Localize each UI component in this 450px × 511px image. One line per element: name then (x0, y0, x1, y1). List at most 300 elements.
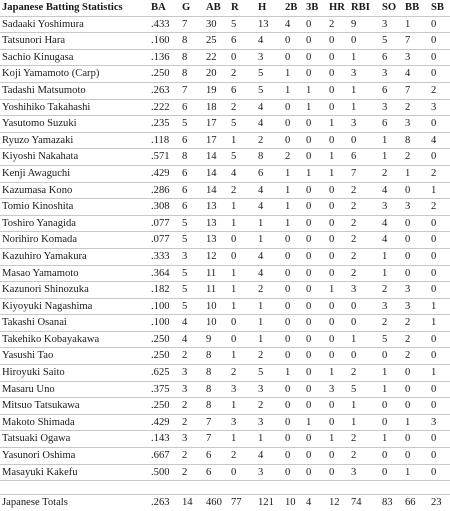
table-row (0, 282, 450, 299)
stat-cell: 3 (403, 298, 429, 315)
stat-cell: .308 (149, 199, 180, 216)
player-name-cell: Kenji Awaguchi (0, 165, 149, 182)
stat-cell: 13 (204, 199, 229, 216)
stat-cell: 1 (256, 232, 283, 249)
stat-cell: 5 (229, 116, 256, 133)
stat-cell: 13 (204, 215, 229, 232)
stat-cell: .571 (149, 149, 180, 166)
stat-cell: 0 (304, 232, 327, 249)
stat-cell: 1 (229, 282, 256, 299)
table-row (0, 381, 450, 398)
stat-cell: 30 (204, 16, 229, 33)
stat-cell: 1 (380, 381, 403, 398)
stat-cell: 0 (429, 282, 450, 299)
stat-cell: 6 (256, 165, 283, 182)
stat-cell: 0 (304, 348, 327, 365)
stat-cell: 25 (204, 33, 229, 50)
stat-cell: 0 (327, 298, 349, 315)
totals-cell: 83 (380, 495, 403, 511)
stat-cell: 0 (304, 398, 327, 415)
stat-cell: 4 (256, 116, 283, 133)
stat-cell: 3 (349, 282, 380, 299)
stat-cell: .625 (149, 365, 180, 382)
stat-cell: 2 (229, 448, 256, 465)
spacer-cell (0, 481, 450, 495)
table-row (0, 464, 450, 481)
stat-cell: 3 (403, 282, 429, 299)
stat-cell: 4 (180, 315, 204, 332)
stat-cell: 1 (327, 116, 349, 133)
stat-cell: 0 (327, 182, 349, 199)
table-row (0, 199, 450, 216)
stat-cell: 9 (204, 331, 229, 348)
stat-cell: 2 (429, 165, 450, 182)
stat-cell: 8 (204, 365, 229, 382)
stat-cell: 0 (327, 248, 349, 265)
stat-cell: .136 (149, 49, 180, 66)
player-name-cell: Masayuki Kakefu (0, 464, 149, 481)
player-name-cell: Norihiro Komada (0, 232, 149, 249)
stat-cell: 3 (180, 381, 204, 398)
stat-cell: 6 (380, 116, 403, 133)
stat-cell: .375 (149, 381, 180, 398)
table-row (0, 331, 450, 348)
column-header: AB (206, 2, 221, 13)
stat-cell: 1 (327, 165, 349, 182)
stat-cell: 8 (180, 66, 204, 83)
stat-cell: 0 (429, 248, 450, 265)
stat-cell: 0 (304, 265, 327, 282)
stat-cell: 0 (304, 248, 327, 265)
stat-cell: 3 (349, 116, 380, 133)
stat-cell: 3 (180, 248, 204, 265)
stat-cell: .100 (149, 315, 180, 332)
stat-cell: .250 (149, 398, 180, 415)
stat-cell: 8 (204, 348, 229, 365)
stat-cell: 4 (380, 182, 403, 199)
stat-cell: 0 (429, 431, 450, 448)
stat-cell: 0 (283, 414, 304, 431)
stat-cell: 5 (229, 149, 256, 166)
totals-cell: 12 (327, 495, 349, 511)
player-name-cell: Masao Yamamoto (0, 265, 149, 282)
table-row (0, 315, 450, 332)
stat-cell: 0 (283, 298, 304, 315)
stat-cell: 0 (429, 265, 450, 282)
stat-cell: 0 (380, 464, 403, 481)
table-row (0, 431, 450, 448)
stat-cell: 0 (429, 16, 450, 33)
stat-cell: 0 (380, 414, 403, 431)
stat-cell: 4 (256, 448, 283, 465)
stat-cell: 5 (180, 265, 204, 282)
stat-cell: 1 (229, 348, 256, 365)
stat-cell: 1 (380, 149, 403, 166)
stat-cell: 1 (429, 298, 450, 315)
stat-cell: 1 (229, 215, 256, 232)
stat-cell: 1 (349, 82, 380, 99)
totals-cell: .263 (149, 495, 180, 511)
stat-cell: 2 (349, 365, 380, 382)
stat-cell: 0 (304, 365, 327, 382)
totals-cell: 66 (403, 495, 429, 511)
stat-cell: 2 (429, 199, 450, 216)
stat-cell: 3 (380, 66, 403, 83)
stat-cell: 0 (429, 381, 450, 398)
stat-cell: 0 (327, 49, 349, 66)
stat-cell: 0 (304, 49, 327, 66)
stat-cell: 0 (304, 282, 327, 299)
stat-cell: .077 (149, 232, 180, 249)
stat-cell: 0 (429, 215, 450, 232)
stat-cell: 1 (380, 365, 403, 382)
stat-cell: .250 (149, 348, 180, 365)
table-row (0, 232, 450, 249)
stat-cell: 0 (327, 265, 349, 282)
stat-cell: 0 (327, 398, 349, 415)
stat-cell: 3 (349, 464, 380, 481)
stat-cell: 2 (256, 282, 283, 299)
stat-cell: 8 (204, 398, 229, 415)
stat-cell: 1 (429, 365, 450, 382)
stat-cell: 0 (327, 99, 349, 116)
stat-cell: 0 (403, 248, 429, 265)
stat-cell: 1 (380, 265, 403, 282)
stat-cell: 0 (429, 448, 450, 465)
stat-cell: 0 (283, 448, 304, 465)
stat-cell: 5 (180, 116, 204, 133)
stat-cell: 14 (204, 165, 229, 182)
stat-cell: 0 (283, 282, 304, 299)
stat-cell: .667 (149, 448, 180, 465)
table-row (0, 365, 450, 382)
stat-cell: 6 (180, 132, 204, 149)
stat-cell: 3 (256, 464, 283, 481)
stat-cell: 0 (304, 464, 327, 481)
stat-cell: 1 (349, 398, 380, 415)
stat-cell: 3 (256, 381, 283, 398)
stat-cell: 5 (180, 232, 204, 249)
stat-cell: 1 (283, 165, 304, 182)
stat-cell: 2 (403, 315, 429, 332)
table-row (0, 149, 450, 166)
stat-cell: 0 (304, 149, 327, 166)
stat-cell: 2 (349, 182, 380, 199)
stat-cell: 0 (429, 398, 450, 415)
stat-cell: 5 (380, 33, 403, 50)
stat-cell: .500 (149, 464, 180, 481)
totals-cell: 10 (283, 495, 304, 511)
stat-cell: 0 (283, 116, 304, 133)
stat-cell: 4 (429, 132, 450, 149)
stat-cell: 5 (256, 365, 283, 382)
stat-cell: 13 (256, 16, 283, 33)
stat-cell: 1 (304, 82, 327, 99)
stat-cell: 0 (283, 464, 304, 481)
table-row (0, 165, 450, 182)
stat-cell: 2 (349, 448, 380, 465)
stat-cell: 1 (349, 49, 380, 66)
table-row (0, 132, 450, 149)
stat-cell: 3 (229, 414, 256, 431)
stat-cell: 0 (429, 66, 450, 83)
stat-cell: 0 (429, 348, 450, 365)
stat-cell: 1 (380, 431, 403, 448)
stat-cell: 1 (403, 464, 429, 481)
totals-cell: 4 (304, 495, 327, 511)
player-rows (0, 16, 450, 481)
stat-cell: 14 (204, 182, 229, 199)
stat-cell: 0 (403, 398, 429, 415)
player-name-cell: Sachio Kinugasa (0, 49, 149, 66)
stat-cell: 10 (204, 315, 229, 332)
stat-cell: 1 (283, 66, 304, 83)
stat-cell: 8 (180, 33, 204, 50)
stat-cell: 12 (204, 248, 229, 265)
stat-cell: 0 (349, 348, 380, 365)
stat-cell: 7 (204, 414, 229, 431)
totals-row (0, 495, 450, 511)
stat-cell: .286 (149, 182, 180, 199)
player-name-cell: Takehiko Kobayakawa (0, 331, 149, 348)
stat-cell: 1 (256, 331, 283, 348)
stat-cell: 8 (256, 149, 283, 166)
stat-cell: 3 (380, 99, 403, 116)
player-name-cell: Kiyoyuki Nagashima (0, 298, 149, 315)
stat-cell: 2 (180, 414, 204, 431)
stat-cell: 10 (204, 298, 229, 315)
stat-cell: 0 (304, 215, 327, 232)
stat-cell: 0 (403, 365, 429, 382)
stat-cell: 5 (256, 82, 283, 99)
stat-cell: 7 (349, 165, 380, 182)
stat-cell: 5 (256, 66, 283, 83)
stat-cell: 0 (283, 99, 304, 116)
stat-cell: 6 (380, 49, 403, 66)
stat-cell: 2 (180, 448, 204, 465)
stat-cell: 1 (304, 414, 327, 431)
stat-cell: 2 (283, 149, 304, 166)
stat-cell: 1 (327, 431, 349, 448)
stat-cell: 6 (349, 149, 380, 166)
stat-cell: 0 (327, 199, 349, 216)
stat-cell: 0 (229, 248, 256, 265)
stat-cell: 11 (204, 282, 229, 299)
stat-cell: .364 (149, 265, 180, 282)
table-row (0, 82, 450, 99)
stat-cell: .222 (149, 99, 180, 116)
stat-cell: 0 (304, 298, 327, 315)
stat-cell: 1 (256, 298, 283, 315)
stat-cell: 2 (403, 99, 429, 116)
stat-cell: 2 (429, 82, 450, 99)
stat-cell: 6 (380, 82, 403, 99)
stat-cell: 0 (403, 265, 429, 282)
table-row (0, 49, 450, 66)
stat-cell: 20 (204, 66, 229, 83)
column-header: R (231, 2, 239, 13)
stat-cell: 2 (349, 215, 380, 232)
stat-cell: .429 (149, 165, 180, 182)
stat-cell: 0 (429, 33, 450, 50)
stat-cell: 2 (229, 182, 256, 199)
stat-cell: 7 (403, 33, 429, 50)
player-name-cell: Toshiro Yanagida (0, 215, 149, 232)
stat-cell: 6 (204, 448, 229, 465)
table-row (0, 398, 450, 415)
player-name-cell: Mitsuo Tatsukawa (0, 398, 149, 415)
stat-cell: .235 (149, 116, 180, 133)
stat-cell: 1 (429, 182, 450, 199)
stat-cell: 7 (180, 82, 204, 99)
table-row (0, 116, 450, 133)
stat-cell: 2 (380, 165, 403, 182)
stat-cell: .263 (149, 82, 180, 99)
stat-cell: 4 (229, 165, 256, 182)
player-name-cell: Kazumasa Kono (0, 182, 149, 199)
stat-cell: 0 (429, 464, 450, 481)
stat-cell: 1 (256, 431, 283, 448)
stat-cell: 4 (256, 199, 283, 216)
stat-cell: 0 (327, 331, 349, 348)
stat-cell: 2 (349, 248, 380, 265)
stat-cell: 1 (403, 414, 429, 431)
player-name-cell: Hiroyuki Saito (0, 365, 149, 382)
stat-cell: 6 (229, 82, 256, 99)
player-name-cell: Takashi Osanai (0, 315, 149, 332)
totals-cell: 77 (229, 495, 256, 511)
stat-cell: 1 (283, 215, 304, 232)
stat-cell: 0 (403, 215, 429, 232)
stat-cell: .429 (149, 414, 180, 431)
stat-cell: 0 (327, 132, 349, 149)
stat-cell: 1 (327, 282, 349, 299)
stat-cell: 1 (327, 149, 349, 166)
stat-cell: 2 (229, 66, 256, 83)
stat-cell: 0 (283, 132, 304, 149)
table-row (0, 448, 450, 465)
player-name-cell: Makoto Shimada (0, 414, 149, 431)
stat-cell: 0 (304, 116, 327, 133)
stat-cell: 0 (229, 331, 256, 348)
totals-cell: 460 (204, 495, 229, 511)
stat-cell: 3 (256, 414, 283, 431)
stat-cell: 0 (403, 381, 429, 398)
stat-cell: 0 (283, 248, 304, 265)
stat-cell: 3 (380, 298, 403, 315)
stat-cell: 1 (304, 99, 327, 116)
stat-cell: 0 (283, 398, 304, 415)
totals-cell: 74 (349, 495, 380, 511)
stat-cell: 2 (403, 331, 429, 348)
stat-cell: 1 (349, 414, 380, 431)
stat-cell: 4 (256, 99, 283, 116)
totals-cell: 121 (256, 495, 283, 511)
stat-cell: 1 (403, 16, 429, 33)
stat-cell: 4 (283, 16, 304, 33)
stat-cell: 11 (204, 265, 229, 282)
stat-cell: 0 (349, 298, 380, 315)
stat-cell: 0 (283, 348, 304, 365)
player-name-cell: Kazunori Shinozuka (0, 282, 149, 299)
column-header: 3B (306, 2, 319, 13)
player-name-cell: Yasushi Tao (0, 348, 149, 365)
stat-cell: 5 (180, 215, 204, 232)
column-header: BB (405, 2, 420, 13)
stat-cell: 13 (204, 232, 229, 249)
stat-cell: 0 (380, 348, 403, 365)
stat-cell: 2 (180, 464, 204, 481)
stat-cell: 0 (304, 331, 327, 348)
stat-cell: 4 (256, 265, 283, 282)
stat-cell: 0 (380, 448, 403, 465)
stat-cell: 3 (429, 414, 450, 431)
stat-cell: .182 (149, 282, 180, 299)
stat-cell: 3 (403, 116, 429, 133)
stat-cell: 0 (304, 182, 327, 199)
table-title: Japanese Batting Statistics (2, 2, 123, 13)
table-row (0, 248, 450, 265)
stat-cell: 0 (229, 464, 256, 481)
table-row (0, 348, 450, 365)
stat-cell: 0 (229, 49, 256, 66)
stat-cell: .100 (149, 298, 180, 315)
stat-cell: 0 (283, 331, 304, 348)
stat-cell: 0 (304, 315, 327, 332)
player-name-cell: Yasunori Oshima (0, 448, 149, 465)
stat-cell: 3 (327, 381, 349, 398)
stat-cell: 7 (403, 82, 429, 99)
player-name-cell: Tatsunori Hara (0, 33, 149, 50)
column-header: HR (329, 2, 345, 13)
stat-cell: 2 (229, 365, 256, 382)
stat-cell: 2 (380, 282, 403, 299)
stat-cell: 0 (229, 315, 256, 332)
stat-cell: 0 (304, 33, 327, 50)
stat-cell: 2 (256, 398, 283, 415)
stat-cell: 0 (229, 232, 256, 249)
spacer-row (0, 481, 450, 495)
stat-cell: 2 (256, 132, 283, 149)
stat-cell: 0 (403, 431, 429, 448)
stat-cell: 0 (349, 315, 380, 332)
stat-cell: 2 (380, 315, 403, 332)
stat-cell: 0 (304, 381, 327, 398)
stat-cell: 5 (180, 282, 204, 299)
table-row (0, 33, 450, 50)
stat-cell: 7 (180, 16, 204, 33)
stat-cell: 0 (327, 215, 349, 232)
stat-cell: 22 (204, 49, 229, 66)
table-row (0, 298, 450, 315)
stat-cell: 2 (256, 348, 283, 365)
stat-cell: 0 (349, 33, 380, 50)
stat-cell: 1 (229, 398, 256, 415)
stat-cell: 3 (380, 16, 403, 33)
table-row (0, 414, 450, 431)
column-header: RBI (351, 2, 370, 13)
stat-cell: 0 (403, 448, 429, 465)
stat-cell: 3 (403, 49, 429, 66)
header-row (0, 0, 450, 16)
stat-cell: 0 (327, 464, 349, 481)
stat-cell: 6 (204, 464, 229, 481)
stat-cell: 1 (283, 199, 304, 216)
stat-cell: 0 (283, 232, 304, 249)
stat-cell: 0 (283, 381, 304, 398)
stat-cell: 5 (380, 331, 403, 348)
stat-cell: 17 (204, 116, 229, 133)
